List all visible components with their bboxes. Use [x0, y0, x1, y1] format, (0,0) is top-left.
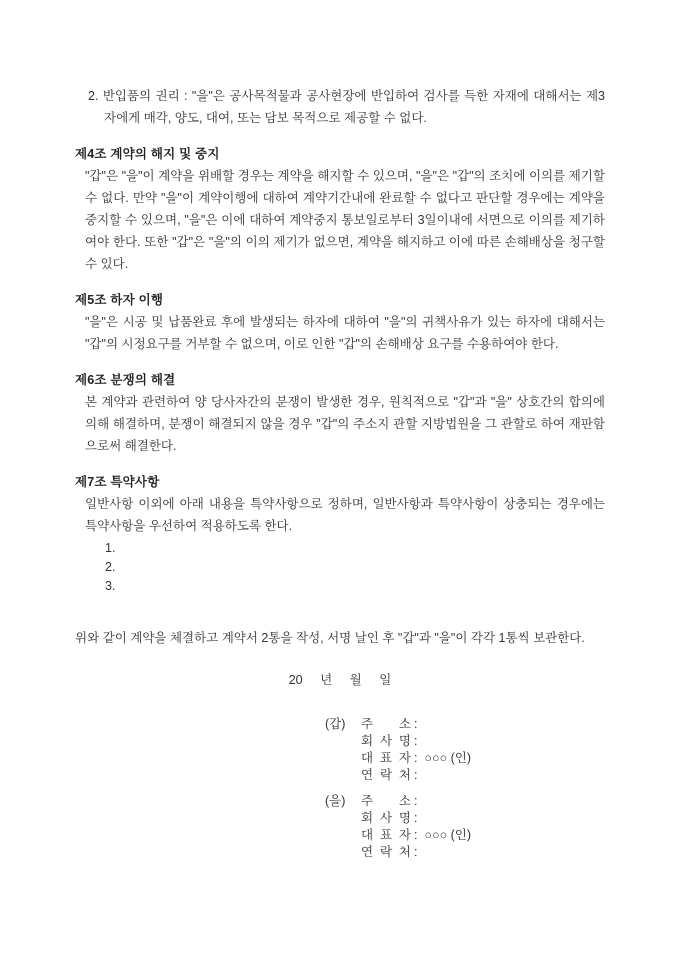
- eul-address-row: [325, 793, 605, 810]
- date-line: 20 년 월 일: [288, 672, 392, 687]
- clause-item-2: [88, 85, 605, 129]
- gap-address-row: [325, 716, 605, 733]
- gap-company-label: 회 사 명: [361, 733, 411, 748]
- eul-company-row: [325, 810, 605, 827]
- gap-representative-label: 대 표 자: [361, 750, 411, 765]
- colon: :: [414, 767, 418, 782]
- closing-statement: 위와 같이 계약을 체결하고 계약서 2통을 작성, 서명 날인 후 "갑"과 "을"이 각각 1통씩 보관한다.: [75, 630, 585, 645]
- eul-representative-row: [325, 827, 605, 844]
- colon: :: [414, 750, 418, 765]
- article-5-body: "을"은 시공 및 납품완료 후에 발생되는 하자에 대하여 "을"의 귀책사유가 있는 하자에 대해서는 "갑"의 시정요구를 거부할 수 없으며, 이로 인한 "갑"의 손해배상 요구를 수용하여야 한다.: [85, 314, 605, 351]
- gap-representative-row: [325, 750, 605, 767]
- article-7-body: 일반사항 이외에 아래 내용을 특약사항으로 정하며, 일반사항과 특약사항이 상충되는 경우에는 특약사항을 우선하여 적용하도록 한다.: [85, 496, 605, 533]
- article-5-title: 제5조 하자 이행: [75, 292, 164, 307]
- article-6-body: 본 계약과 관련하여 양 당사자간의 분쟁이 발생한 경우, 원칙적으로 "갑"과 "을" 상호간의 합의에 의해 해결하며, 분쟁이 해결되지 않을 경우 "갑"의 주소지 관할 지방법원을 그 관할로 하여 재판함으로써 해결한다.: [85, 394, 605, 453]
- eul-contact-label: 연 락 처: [361, 844, 411, 859]
- eul-contact-row: [325, 844, 605, 861]
- section-article-6: [75, 369, 605, 457]
- eul-marker: (을): [325, 793, 346, 808]
- article-7-title: 제7조 특약사항: [75, 474, 160, 489]
- gap-contact-label: 연 락 처: [361, 767, 411, 782]
- party-gap-block: [325, 716, 605, 784]
- special-term-2: 2.: [105, 559, 116, 574]
- section-article-7: [75, 471, 605, 596]
- colon: :: [414, 793, 418, 808]
- special-terms-list: [105, 539, 605, 596]
- colon: :: [414, 844, 418, 859]
- colon: :: [414, 810, 418, 825]
- colon: :: [414, 716, 418, 731]
- gap-marker: (갑): [325, 716, 346, 731]
- gap-contact-row: [325, 767, 605, 784]
- clause-item-text: 반입품의 권리 : "을"은 공사목적물과 공사현장에 반입하여 검사를 득한 자재에 대해서는 제3자에게 매각, 양도, 대여, 또는 담보 목적으로 제공할 수 없다.: [102, 88, 605, 125]
- eul-representative-value: ○○○ (인): [424, 827, 472, 842]
- section-article-4: [75, 143, 605, 275]
- article-6-title: 제6조 분쟁의 해결: [75, 372, 176, 387]
- section-article-5: [75, 289, 605, 355]
- article-4-title: 제4조 계약의 해지 및 중지: [75, 146, 220, 161]
- eul-address-label: 주 소: [361, 793, 411, 808]
- eul-company-label: 회 사 명: [361, 810, 411, 825]
- gap-address-label: 주 소: [361, 716, 411, 731]
- colon: :: [414, 733, 418, 748]
- gap-representative-value: ○○○ (인): [424, 750, 472, 765]
- gap-company-row: [325, 733, 605, 750]
- signature-area: [325, 716, 605, 861]
- clause-item-number: 2.: [88, 88, 99, 103]
- party-eul-block: [325, 793, 605, 861]
- special-term-1: 1.: [105, 540, 116, 555]
- colon: :: [414, 827, 418, 842]
- special-term-3: 3.: [105, 578, 116, 593]
- eul-representative-label: 대 표 자: [361, 827, 411, 842]
- article-4-body: "갑"은 "을"이 계약을 위배할 경우는 계약을 해지할 수 있으며, "을"은 "갑"의 조치에 이의를 제기할 수 없다. 만약 "을"이 계약이행에 대하여 계약기간내에 완료할 수 없다고 판단할 경우에는 계약을 중지할 수 있으며, "을"은 이에 대하여 계약중지 통보일로부터 3일이내에 서면으로 이의를 제기하여야 한다. 또한 "갑"은 "을"의 이의 제기가 없으면, 계약을 해지하고 이에 따른 손해배상을 청구할 수 있다.: [85, 168, 605, 271]
